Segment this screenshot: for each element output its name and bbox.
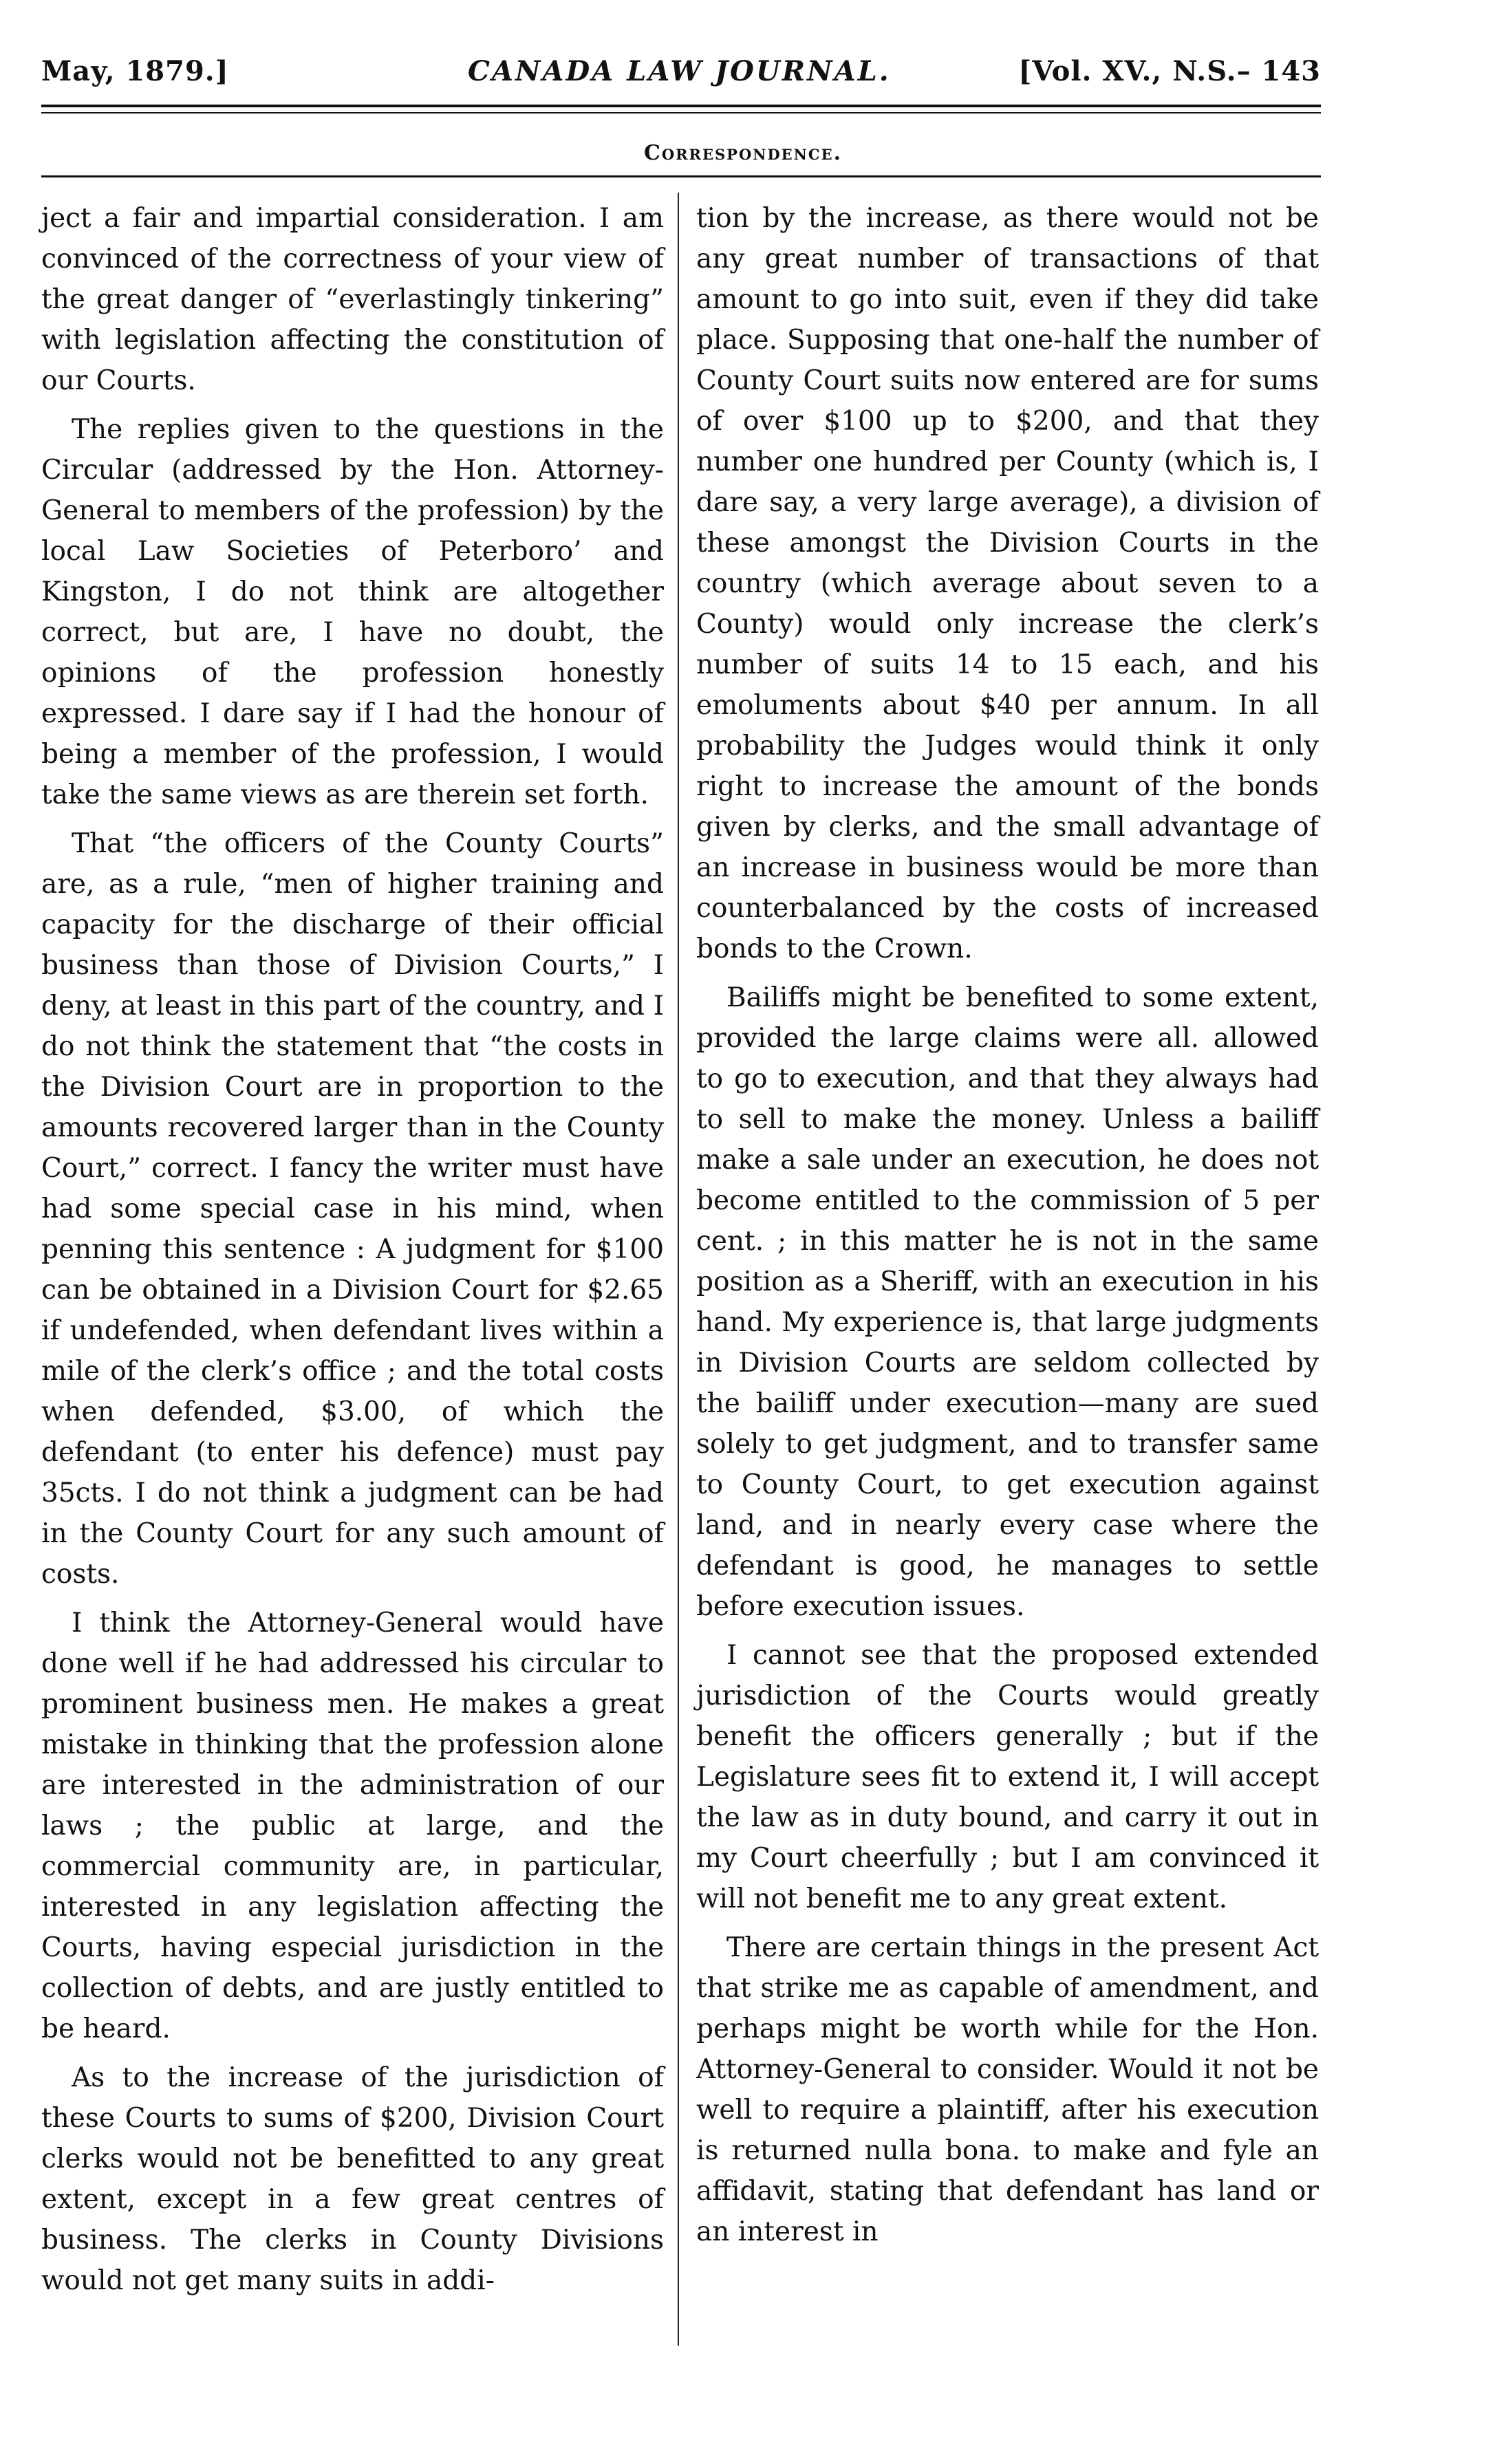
section-rule <box>41 175 1321 177</box>
left-paragraph-4: I think the Attorney-General would have done well if he had addressed his circular to prominent business men. He makes a great mistake in thinking that the profession alone are interested in the administration of our laws ; the public at large, and the commercial community are, in particular, interested in any legislation affecting the Courts, having especial jurisdiction in the collection of debts, and are justly entitled to be heard. <box>41 1608 664 2044</box>
journal-title: CANADA LAW JOURNAL. <box>468 55 891 87</box>
left-paragraph-2: The replies given to the questions in the Circular (addressed by the Hon. Attorney-General to members of the profession) by the local Law Societies of Peterboro’ and Kingston, I do not think are altogether correct, but are, I have no doubt, the opinions of the profession honestly expressed. I dare say if I had the honour of being a member of the profession, I would take the same views as are therein set forth. <box>41 414 664 810</box>
right-paragraph-1: tion by the increase, as there would not be any great number of transactions of that amount to go into suit, even if they did take place. Supposing that one-half the number of County Court suits now entered are for sums of over $100 up to $200, and that they number one hundred per County (which is, I dare say, a very large average), a division of these amongst the Division Courts in the country (which average about seven to a County) would only increase the clerk’s number of suits 14 to 15 each, and his emoluments about $40 per annum. In all probability the Judges would think it only right to increase the amount of the bonds given by clerks, and the small advantage of an increase in business would be more than counterbalanced by the costs of increased bonds to the Crown. <box>696 203 1319 964</box>
page-header <box>41 55 1321 117</box>
section-title: Correspondence. <box>643 141 843 165</box>
right-paragraph-4: There are certain things in the present Act that strike me as capable of amendment, and perhaps might be worth while for the Hon. Attorney-General to consider. Would it not be well to require a plaintiff, after his execution is returned nulla bona. to make and fyle an affidavit, stating that defendant has land or an interest in <box>696 1932 1319 2247</box>
left-column <box>41 198 664 2309</box>
left-paragraph-1: ject a fair and impartial consideration. I am convinced of the correctness of your view of the great danger of “everlastingly tinkering” with legislation affecting the constitution of our Courts. <box>41 203 664 396</box>
left-paragraph-5: As to the increase of the jurisdiction of these Courts to sums of $200, Division Court clerks would not be benefitted to any great extent, except in a few great centres of business. The clerks in County Divisions would not get many suits in addi- <box>41 2062 664 2296</box>
header-rule-thin <box>41 112 1321 114</box>
column-divider <box>678 193 679 2346</box>
right-paragraph-2: Bailiffs might be benefited to some extent, provided the large claims were all. allowed to go to execution, and that they always had to sell to make the money. Unless a bailiff make a sale under an execution, he does not become entitled to the commission of 5 per cent. ; in this matter he is not in the same position as a Sheriff, with an execution in his hand. My experience is, that large judgments in Division Courts are seldom collected by the bailiff under execution—many are sued solely to get judgment, and to transfer same to County Court, to get execution against land, and in nearly every case where the defendant is good, he manages to settle before execution issues. <box>696 982 1319 1622</box>
header-rule-thick <box>41 105 1321 107</box>
volume-page: [Vol. XV., N.S.– 143 <box>1018 55 1321 87</box>
left-paragraph-3: That “the officers of the County Courts” are, as a rule, “men of higher training and capacity for the discharge of their official business than those of Division Courts,” I deny, at least in this part of the country, and I do not think the statement that “the costs in the Division Court are in proportion to the amounts recovered larger than in the County Court,” correct. I fancy the writer must have had some special case in his mind, when penning this sentence : A judgment for $100 can be obtained in a Division Court for $2.65 if undefended, when defendant lives within a mile of the clerk’s office ; and the total costs when defended, $3.00, of which the defendant (to enter his defence) must pay 35cts. I do not think a judgment can be had in the County Court for any such amount of costs. <box>41 828 664 1590</box>
right-paragraph-3: I cannot see that the proposed extended jurisdiction of the Courts would greatly benefit the officers generally ; but if the Legislature sees fit to extend it, I will accept the law as in duty bound, and carry it out in my Court cheerfully ; but I am convinced it will not benefit me to any great extent. <box>696 1640 1319 1914</box>
right-column <box>696 198 1319 2260</box>
issue-date: May, 1879.] <box>41 55 229 87</box>
